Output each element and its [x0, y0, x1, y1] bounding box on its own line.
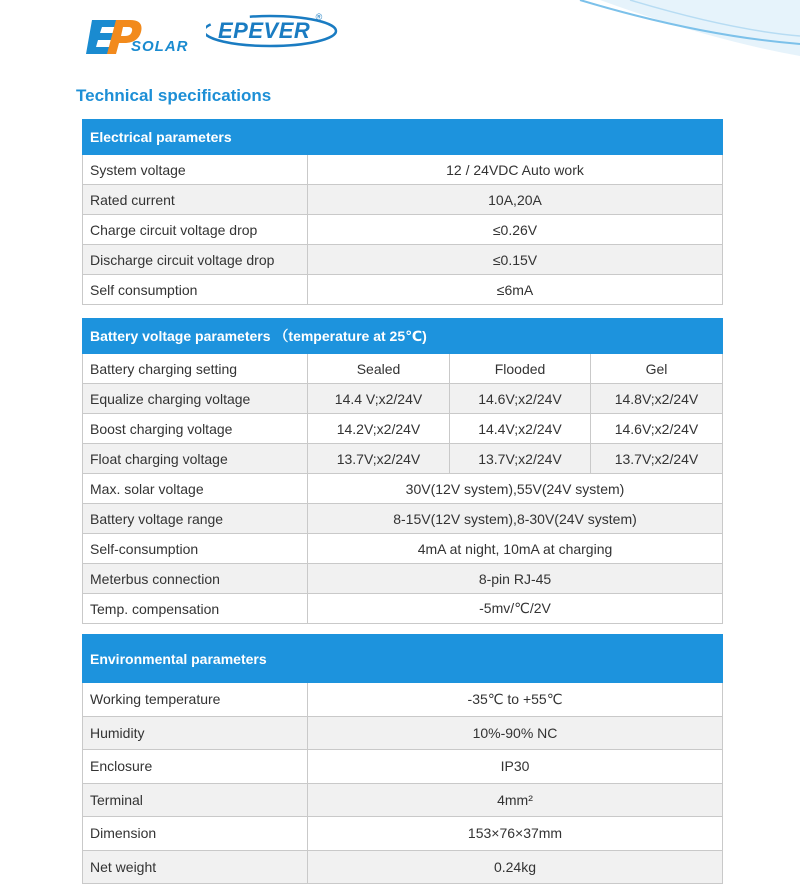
table-row	[83, 414, 723, 444]
environmental-parameters-header: Environmental parameters	[83, 635, 723, 683]
ep-solar-logo	[86, 12, 206, 57]
table-row	[83, 504, 723, 534]
row-value: ≤0.26V	[308, 215, 723, 245]
table-header-row	[83, 120, 723, 155]
row-value: 14.4 V;x2/24V	[308, 384, 450, 414]
row-value: 13.7V;x2/24V	[308, 444, 450, 474]
row-value: 14.2V;x2/24V	[308, 414, 450, 444]
table-row	[83, 245, 723, 275]
table-row	[83, 185, 723, 215]
page-title: Technical specifications	[76, 86, 272, 105]
row-value: 4mA at night, 10mA at charging	[308, 534, 723, 564]
row-value: 10%-90% NC	[308, 716, 723, 750]
battery-type-gel: Gel	[591, 354, 723, 384]
row-label: Humidity	[83, 716, 308, 750]
table-row	[83, 444, 723, 474]
battery-voltage-parameters-table	[82, 318, 723, 624]
table-row	[83, 817, 723, 851]
row-value: 30V(12V system),55V(24V system)	[308, 474, 723, 504]
row-label: Self consumption	[83, 275, 308, 305]
battery-type-sealed: Sealed	[308, 354, 450, 384]
table-row	[83, 384, 723, 414]
table-row	[83, 783, 723, 817]
row-value: 13.7V;x2/24V	[450, 444, 591, 474]
row-value: 8-pin RJ-45	[308, 564, 723, 594]
row-value: 14.4V;x2/24V	[450, 414, 591, 444]
row-value: 13.7V;x2/24V	[591, 444, 723, 474]
table-row	[83, 683, 723, 717]
registered-mark: ®	[315, 12, 323, 22]
row-label: Equalize charging voltage	[83, 384, 308, 414]
environmental-parameters-table	[82, 634, 723, 884]
brand-header	[0, 0, 800, 80]
table-row	[83, 534, 723, 564]
epever-wordmark: EPEVER	[218, 18, 311, 43]
ep-solar-text: SOLAR	[131, 38, 189, 55]
row-value: 12 / 24VDC Auto work	[308, 155, 723, 185]
epever-logo	[212, 12, 323, 44]
row-value: 14.6V;x2/24V	[591, 414, 723, 444]
row-value: IP30	[308, 750, 723, 784]
row-value: 0.24kg	[308, 850, 723, 884]
table-row	[83, 750, 723, 784]
table-row	[83, 716, 723, 750]
row-label: Rated current	[83, 185, 308, 215]
row-value: 10A,20A	[308, 185, 723, 215]
electrical-parameters-table	[82, 119, 723, 305]
row-label: Working temperature	[83, 683, 308, 717]
table-row	[83, 564, 723, 594]
row-label: System voltage	[83, 155, 308, 185]
row-label: Max. solar voltage	[83, 474, 308, 504]
table-row	[83, 275, 723, 305]
table-row	[83, 354, 723, 384]
row-value: 153×76×37mm	[308, 817, 723, 851]
row-label: Charge circuit voltage drop	[83, 215, 308, 245]
row-label: Dimension	[83, 817, 308, 851]
row-label: Discharge circuit voltage drop	[83, 245, 308, 275]
row-value: ≤6mA	[308, 275, 723, 305]
table-row	[83, 850, 723, 884]
table-header-row	[83, 635, 723, 683]
table-row	[83, 474, 723, 504]
row-value: 14.6V;x2/24V	[450, 384, 591, 414]
row-label: Meterbus connection	[83, 564, 308, 594]
row-value: 8-15V(12V system),8-30V(24V system)	[308, 504, 723, 534]
corner-swoosh-decoration	[560, 0, 800, 70]
row-label: Temp. compensation	[83, 594, 308, 624]
row-label: Battery charging setting	[83, 354, 308, 384]
electrical-parameters-header: Electrical parameters	[83, 120, 723, 155]
table-row	[83, 155, 723, 185]
table-row	[83, 594, 723, 624]
row-label: Float charging voltage	[83, 444, 308, 474]
row-value: -35℃ to +55℃	[308, 683, 723, 717]
row-value: ≤0.15V	[308, 245, 723, 275]
row-label: Terminal	[83, 783, 308, 817]
battery-type-flooded: Flooded	[450, 354, 591, 384]
table-header-row	[83, 319, 723, 354]
row-label: Net weight	[83, 850, 308, 884]
row-value: 14.8V;x2/24V	[591, 384, 723, 414]
row-label: Self-consumption	[83, 534, 308, 564]
row-label: Enclosure	[83, 750, 308, 784]
row-value: -5mv/℃/2V	[308, 594, 723, 624]
battery-parameters-header: Battery voltage parameters （temperature at 25℃)	[83, 319, 723, 354]
row-label: Boost charging voltage	[83, 414, 308, 444]
row-value: 4mm²	[308, 783, 723, 817]
table-row	[83, 215, 723, 245]
row-label: Battery voltage range	[83, 504, 308, 534]
